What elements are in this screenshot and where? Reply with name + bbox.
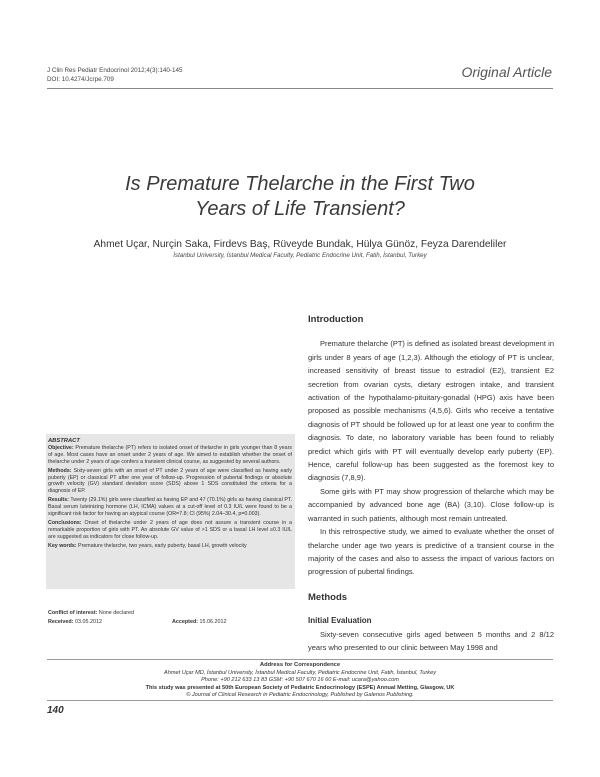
correspondence-block bbox=[47, 662, 553, 700]
affiliation: İstanbul University, İstanbul Medical Faculty, Pediatric Endocrine Unit, Fatih, İstanbul, Turkey bbox=[173, 252, 427, 259]
journal-line: J Clin Res Pediatr Endocrinol 2012;4(3):140-145 bbox=[47, 67, 183, 74]
accepted-value: 15.06.2012 bbox=[198, 619, 227, 625]
results-label: Results: bbox=[48, 497, 69, 504]
initial-evaluation-heading: Initial Evaluation bbox=[308, 616, 372, 626]
introduction-heading: Introduction bbox=[308, 314, 364, 325]
intro-paragraph-1: Premature thelarche (PT) is defined as isolated breast development in girls under 8 years of age (1,2,3). Although the etiology of PT is unclear, increased sensitivity of breast tissue to estradiol (E2), transient E2 secretion from ovarian cysts, dietary estrogen intake, and transient activation of the hypothalamo-pituitary-gonadal (HPG) axis have been proposed as possible mechanisms (4,5,6). Girls who receive a tentative diagnosis of PT should be followed up for at least one year to confirm the diagnosis. To date, no laboratory variable has been found to reliably predict which girls with PT will eventually develop early puberty (EP). Hence, careful follow-up has been suggested as the foremost key to diagnosis (7,8,9). bbox=[308, 339, 554, 483]
received-value: 03.05.2012 bbox=[73, 619, 102, 625]
intro-paragraph-2: Some girls with PT may show progression of thelarche which may be accompanied by advanced bone age (BA) (3,10). Close follow-up is warranted in such patients, although most remain untreated. bbox=[308, 486, 554, 523]
received-date bbox=[48, 619, 102, 625]
journal-citation bbox=[47, 66, 182, 84]
keywords-label: Key words: bbox=[48, 542, 77, 549]
results-text: Twenty (29.1%) girls were classified as having EP and 47 (70.1%) girls as having classical PT. Basal serum luteinizing hormone (LH, ICMA) values at a cut-off level of 0.3 IU/L were found to be a significant risk factor for having an atypical course (OR=7.8; CI (95%) 2.04–30.4, p=0.003). bbox=[48, 497, 292, 518]
footer-divider bbox=[47, 659, 553, 660]
author-list: Ahmet Uçar, Nurçin Saka, Firdevs Baş, Rüveyde Bundak, Hülya Günöz, Feyza Darendeliler bbox=[93, 239, 507, 250]
received-label: Received: bbox=[48, 619, 74, 625]
intro-paragraph-3: In this retrospective study, we aimed to evaluate whether the onset of thelarche under age two years is predictive of a transient course in the majority of the cases and also to assess the impact of various factors on progression of pubertal findings. bbox=[308, 527, 554, 577]
abstract-methods bbox=[48, 468, 292, 496]
conflict-label: Conflict of interest: bbox=[48, 610, 98, 616]
abstract-results bbox=[48, 497, 292, 518]
page-divider bbox=[47, 700, 553, 701]
conclusions-text: Onset of thelarche under 2 years of age does not assure a transient course in a remarkable proportion of girls with PT. An absolute GV value of >1 SDS or a basal LH level ≥0.3 IU/L are suggested as indicators for close follow-up. bbox=[48, 519, 292, 540]
conclusions-label: Conclusions: bbox=[48, 519, 82, 526]
objective-label: Objective: bbox=[48, 444, 74, 451]
abstract-keywords bbox=[48, 543, 292, 550]
abstract-heading: ABSTRACT bbox=[48, 438, 80, 444]
correspondence-heading: Address for Correspondence bbox=[259, 662, 341, 668]
copyright-note: © Journal of Clinical Research in Pediatric Endocrinology, Published by Galenos Publishing. bbox=[186, 692, 414, 699]
accepted-date bbox=[172, 619, 227, 625]
abstract-conclusions bbox=[48, 520, 292, 541]
conflict-of-interest bbox=[48, 610, 134, 616]
objective-text: Premature thelarche (PT) refers to isolated onset of thelarche in girls younger than 8 years of age. Most cases have an onset under 2 years of age. We aimed to establish whether the onset of thelarche under 2 years of age confers a transient clinical course, as suggested by several authors. bbox=[48, 444, 292, 465]
methods-text: Sixty-seven girls with an onset of PT under 2 years of age were classified as having early puberty (EP) or classical PT after one year of follow-up. Progression of pubertal findings or absolute growth velocity (GV) standard deviation score (SDS) above 1 SDS constituted the criteria for a diagnosis of EP. bbox=[48, 467, 292, 495]
conflict-value: None declared bbox=[97, 610, 134, 616]
correspondence-address: Ahmet Uçar MD, İstanbul University, İstanbul Medical Faculty, Pediatric Endocrine Unit, Fatih, İstanbul, Turkey bbox=[163, 669, 437, 676]
accepted-label: Accepted: bbox=[172, 619, 199, 625]
title-line-1: Is Premature Thelarche in the First Two bbox=[125, 173, 475, 195]
doi-line: DOI: 10.4274/Jcrpe.709 bbox=[47, 76, 114, 83]
methods-heading: Methods bbox=[308, 591, 348, 603]
methods-label: Methods: bbox=[48, 467, 72, 474]
correspondence-contact: Phone: +90 212 633 13 83 GSM: +90 507 670 16 60 E-mail: ucara@yahoo.com bbox=[201, 677, 399, 684]
article-type-label: Original Article bbox=[461, 64, 552, 80]
header-divider bbox=[47, 88, 553, 89]
methods-paragraph-1: Sixty-seven consecutive girls aged between 5 months and 2 8/12 years who presented to our clinic between May 1998 and bbox=[308, 629, 554, 652]
article-title bbox=[60, 172, 540, 222]
abstract-text bbox=[48, 438, 292, 550]
introduction-section bbox=[308, 313, 554, 654]
presentation-note: This study was presented at 50th European Society of Pediatric Endocrinology (ESPE) Annual Metting, Glasgow, UK bbox=[145, 684, 455, 691]
title-line-2: Years of Life Transient? bbox=[195, 198, 405, 220]
abstract-objective bbox=[48, 445, 292, 466]
keywords-text: Premature thelarche, two years, early puberty, basal LH, growth velocity bbox=[76, 542, 247, 549]
page-number: 140 bbox=[47, 705, 64, 716]
